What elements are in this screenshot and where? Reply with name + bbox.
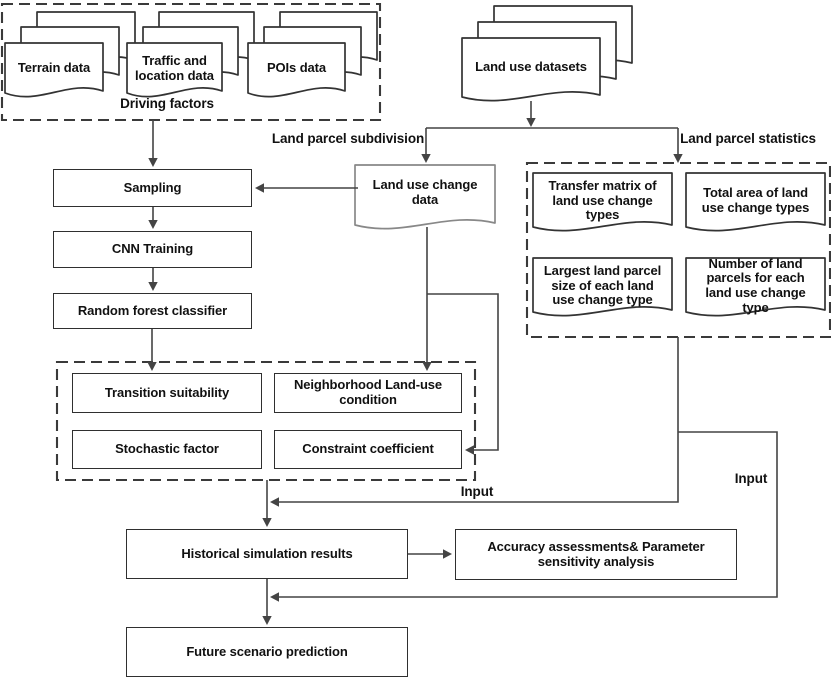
process-box-cnn-training: CNN Training (53, 231, 252, 268)
arrowhead-4 (526, 118, 535, 127)
edge-label-land-parcel-subdivision: Land parcel subdivision (271, 131, 425, 146)
document-label-parcel-count: Number of land parcels for each land use change type (705, 255, 806, 315)
process-box-constraint-coefficient: Constraint coefficient (274, 430, 462, 469)
arrowhead-11 (270, 592, 279, 601)
process-box-historical-results: Historical simulation results (126, 529, 408, 579)
document-label-transfer-matrix: Transfer matrix of land use change types (548, 178, 657, 223)
process-box-future-prediction: Future scenario prediction (126, 627, 408, 677)
document-label-land-use-change: Land use change data (372, 177, 478, 207)
arrowhead-10 (270, 497, 279, 506)
edge-label-input-left: Input (460, 484, 494, 499)
arrowhead-9 (465, 445, 474, 454)
arrowhead-14 (443, 549, 452, 558)
edge-label-input-right: Input (734, 471, 768, 486)
document-label-traffic: Traffic and location data (135, 53, 214, 83)
arrowhead-0 (148, 158, 157, 167)
process-box-sampling: Sampling (53, 169, 252, 207)
edge-label-land-parcel-statistics: Land parcel statistics (680, 131, 816, 146)
document-label-terrain: Terrain data (17, 59, 91, 75)
process-box-accuracy-assessment: Accuracy assessments& Parameter sensitivity analysis (455, 529, 737, 580)
arrowhead-1 (148, 220, 157, 229)
arrowhead-7 (255, 183, 264, 192)
arrowhead-6 (673, 154, 682, 163)
document-label-land-use-datasets: Land use datasets (475, 58, 587, 74)
arrowhead-12 (262, 518, 271, 527)
arrowhead-3 (147, 362, 156, 371)
arrowhead-13 (262, 616, 271, 625)
document-label-largest-parcel: Largest land parcel size of each land use change type (543, 263, 662, 308)
document-label-pois: POIs data (266, 59, 327, 75)
arrowhead-8 (422, 362, 431, 371)
process-box-transition-suitability: Transition suitability (72, 373, 262, 413)
process-box-stochastic-factor: Stochastic factor (72, 430, 262, 469)
arrowhead-2 (148, 282, 157, 291)
connector-line-10 (427, 294, 498, 450)
document-label-total-area: Total area of land use change types (701, 185, 810, 215)
process-box-random-forest: Random forest classifier (53, 293, 252, 329)
arrowhead-5 (421, 154, 430, 163)
driving-factors-group-label: Driving factors (120, 96, 214, 111)
process-box-neighborhood-condition: Neighborhood Land-use condition (274, 373, 462, 413)
